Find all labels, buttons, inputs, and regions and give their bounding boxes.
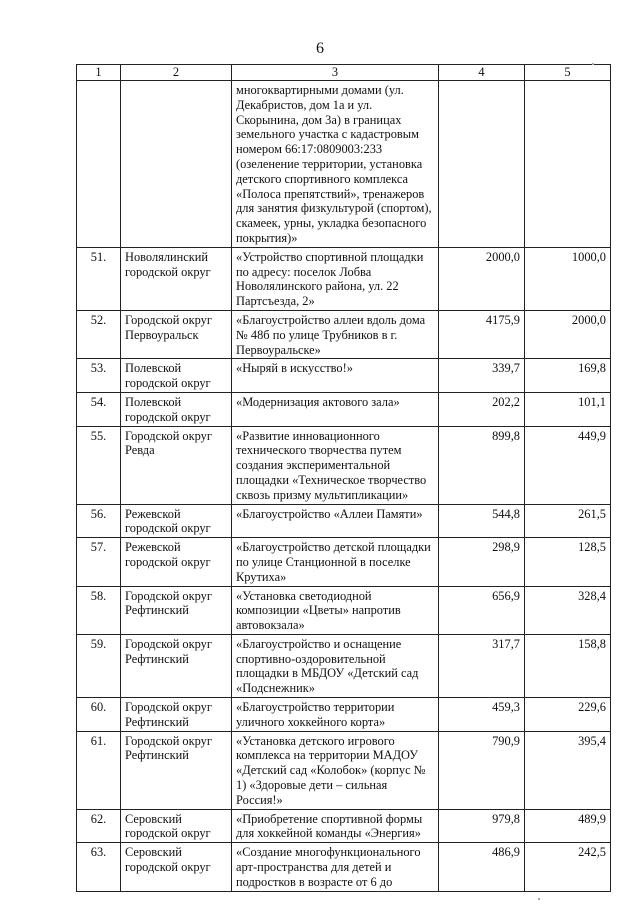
scan-speck	[592, 63, 594, 65]
row-number-cell	[77, 81, 121, 248]
project-cell: «Благоустройство и оснащение спортивно-оздоровительной площадки в МБДОУ «Детский сад «Подснежник»	[232, 634, 439, 697]
row-number-cell: 54.	[77, 392, 121, 426]
row-number-cell: 56.	[77, 504, 121, 538]
header-col-4: 4	[439, 65, 525, 81]
project-cell: «Благоустройство аллеи вдоль дома № 48б по улице Трубников в г. Первоуральске»	[232, 310, 439, 358]
table-row	[77, 843, 611, 891]
total-cell	[439, 81, 525, 248]
table-row	[77, 698, 611, 732]
row-number-cell: 60.	[77, 698, 121, 732]
subsidy-cell	[525, 81, 611, 248]
table-row	[77, 586, 611, 634]
project-cell: «Устройство спортивной площадки по адресу: поселок Лобва Новолялинского района, ул. 22 Партсъезда, 2»	[232, 247, 439, 310]
row-number-cell: 62.	[77, 809, 121, 843]
municipality-cell: Полевской городской округ	[121, 392, 232, 426]
row-number-cell: 55.	[77, 426, 121, 504]
total-cell: 899,8	[439, 426, 525, 504]
header-col-5: 5	[525, 65, 611, 81]
total-cell: 790,9	[439, 731, 525, 809]
header-col-2: 2	[121, 65, 232, 81]
page-number: 6	[316, 40, 324, 57]
project-cell: «Благоустройство детской площадки по улице Станционной в поселке Крутиха»	[232, 538, 439, 586]
table-row	[77, 731, 611, 809]
table-row	[77, 310, 611, 358]
subsidy-cell: 395,4	[525, 731, 611, 809]
municipality-cell: Городской округ Рефтинский	[121, 731, 232, 809]
row-number-cell: 57.	[77, 538, 121, 586]
subsidy-cell: 1000,0	[525, 247, 611, 310]
row-number-cell: 61.	[77, 731, 121, 809]
project-cell: многоквартирными домами (ул. Декабристов, дом 1а и ул. Скорынина, дом 3а) в границах земельного участка с кадастровым номером 66:17:0809003:233 (озеленение территории, установка детского спортивного комплекса «Полоса препятствий», тренажеров для занятия физкультурой (спортом), скамеек, урны, укладка безопасного покрытия)»	[232, 81, 439, 248]
total-cell: 202,2	[439, 392, 525, 426]
subsidy-cell: 449,9	[525, 426, 611, 504]
row-number-cell: 58.	[77, 586, 121, 634]
total-cell: 979,8	[439, 809, 525, 843]
row-number-cell: 52.	[77, 310, 121, 358]
total-cell: 4175,9	[439, 310, 525, 358]
municipality-cell: Новолялинский городской округ	[121, 247, 232, 310]
subsidy-cell: 328,4	[525, 586, 611, 634]
project-cell: «Установка детского игрового комплекса на территории МАДОУ «Детский сад «Колобок» (корпус № 1) «Здоровые дети – сильная Россия!»	[232, 731, 439, 809]
table-row	[77, 426, 611, 504]
row-number-cell: 53.	[77, 359, 121, 393]
subsidy-cell: 128,5	[525, 538, 611, 586]
total-cell: 459,3	[439, 698, 525, 732]
project-cell: «Создание многофункционального арт-пространства для детей и подростков в возрасте от 6 до	[232, 843, 439, 891]
municipality-cell: Режевской городской округ	[121, 538, 232, 586]
row-number-cell: 59.	[77, 634, 121, 697]
project-cell: «Развитие инновационного технического творчества путем создания экспериментальной площадки «Техническое творчество сквозь призму мультипликации»	[232, 426, 439, 504]
subsidy-cell: 158,8	[525, 634, 611, 697]
municipality-cell: Серовский городской округ	[121, 843, 232, 891]
total-cell: 2000,0	[439, 247, 525, 310]
subsidy-cell: 242,5	[525, 843, 611, 891]
header-col-1: 1	[77, 65, 121, 81]
total-cell: 317,7	[439, 634, 525, 697]
project-cell: «Установка светодиодной композиции «Цветы» напротив автовокзала»	[232, 586, 439, 634]
table-row	[77, 247, 611, 310]
project-cell: «Приобретение спортивной формы для хоккейной команды «Энергия»	[232, 809, 439, 843]
subsidy-cell: 2000,0	[525, 310, 611, 358]
total-cell: 544,8	[439, 504, 525, 538]
total-cell: 339,7	[439, 359, 525, 393]
continuation-row	[77, 81, 611, 248]
municipality-cell: Режевской городской округ	[121, 504, 232, 538]
table-row	[77, 392, 611, 426]
project-cell: «Модернизация актового зала»	[232, 392, 439, 426]
total-cell: 656,9	[439, 586, 525, 634]
row-number-cell: 51.	[77, 247, 121, 310]
municipality-cell: Городской округ Ревда	[121, 426, 232, 504]
municipality-cell: Серовский городской округ	[121, 809, 232, 843]
municipality-cell: Городской округ Рефтинский	[121, 698, 232, 732]
subsidy-cell: 489,9	[525, 809, 611, 843]
table-row	[77, 504, 611, 538]
subsidy-cell: 169,8	[525, 359, 611, 393]
project-cell: «Благоустройство территории уличного хоккейного корта»	[232, 698, 439, 732]
municipality-cell: Городской округ Рефтинский	[121, 586, 232, 634]
municipality-cell: Полевской городской округ	[121, 359, 232, 393]
table-row	[77, 634, 611, 697]
total-cell: 298,9	[439, 538, 525, 586]
table-row	[77, 538, 611, 586]
municipality-cell: Городской округ Первоуральск	[121, 310, 232, 358]
project-cell: «Благоустройство «Аллеи Памяти»	[232, 504, 439, 538]
total-cell: 486,9	[439, 843, 525, 891]
table-row	[77, 359, 611, 393]
row-number-cell: 63.	[77, 843, 121, 891]
subsidy-cell: 261,5	[525, 504, 611, 538]
subsidy-cell: 229,6	[525, 698, 611, 732]
header-col-3: 3	[232, 65, 439, 81]
subsidy-cell: 101,1	[525, 392, 611, 426]
scan-speck	[538, 898, 540, 900]
project-table	[76, 64, 611, 892]
header-row	[77, 65, 611, 81]
municipality-cell: Городской округ Рефтинский	[121, 634, 232, 697]
project-cell: «Ныряй в искусство!»	[232, 359, 439, 393]
municipality-cell	[121, 81, 232, 248]
table-row	[77, 809, 611, 843]
